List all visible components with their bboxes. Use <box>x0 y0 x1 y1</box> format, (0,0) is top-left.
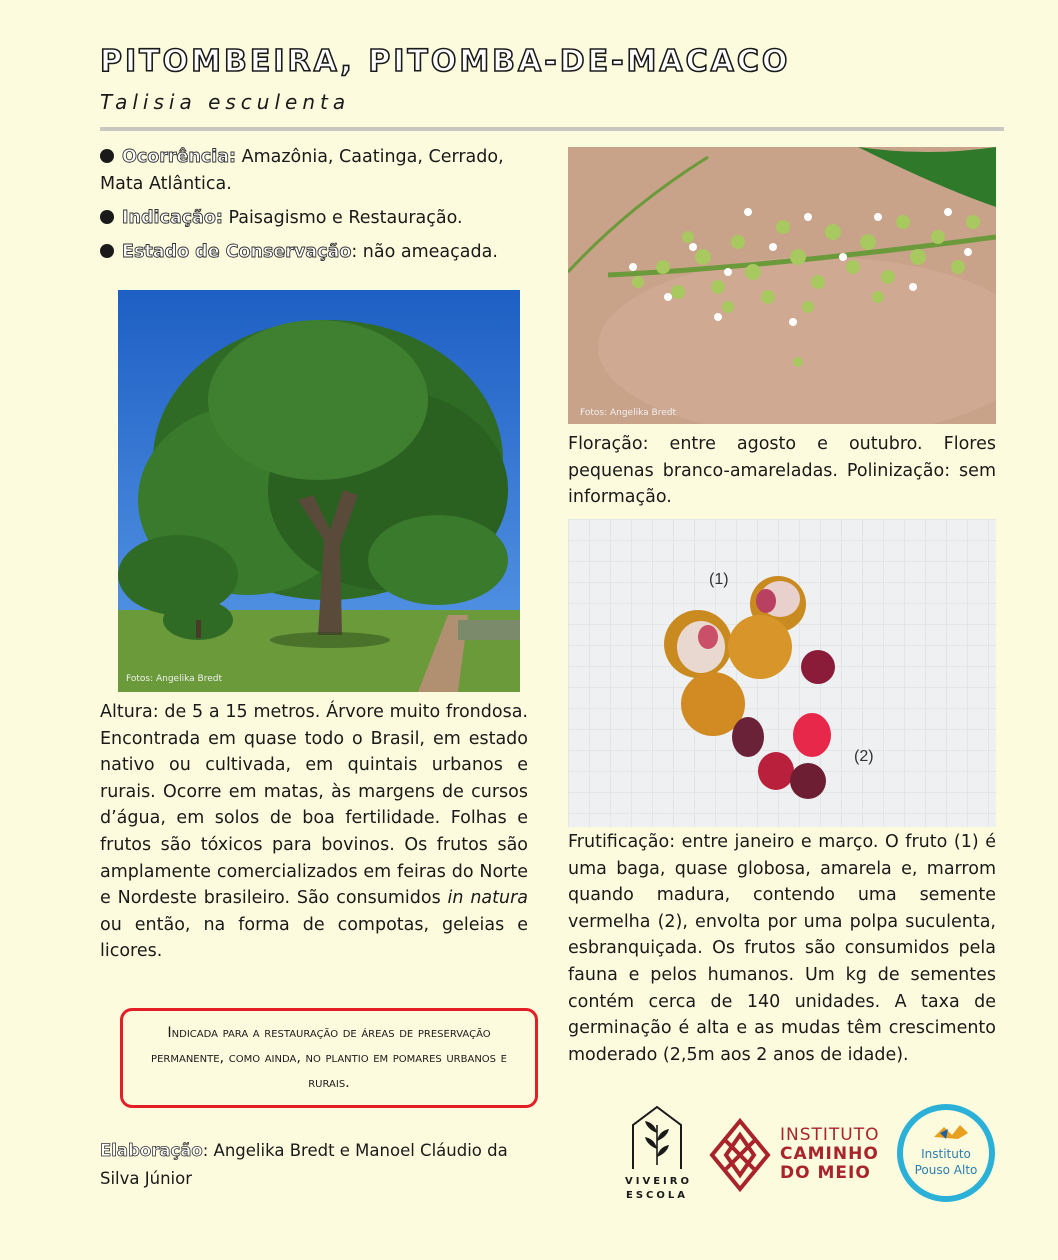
tree-description-text: Altura: de 5 a 15 metros. Árvore muito frondosa. Encontrada em quase todo o Brasil, em estado nativo ou cultivada, em quintais urbanos e rurais. Ocorre em matas, às margens de cursos d’água, em solos de boa fertilidade. Folhas e frutos são tóxicos para bovinos. Os frutos são amplamente comercializados em feiras do Norte e Nordeste brasileiro. São consumidos <box>100 702 528 909</box>
bullet-icon <box>100 244 114 258</box>
in-natura-text: in natura <box>447 888 529 909</box>
flowering-description: Floração: entre agosto e outubro. Flores pequenas branco-amareladas. Polinização: sem informação. <box>568 434 996 508</box>
fruit-photo <box>568 519 996 827</box>
caminho-do-meio-logo <box>708 1117 888 1197</box>
authors-value: : Angelika Bredt e Manoel Cláudio da Silva Júnior <box>100 1141 508 1188</box>
photo-credit: Fotos: Angelika Bredt <box>580 408 676 418</box>
restoration-callout <box>120 1008 538 1108</box>
fact-indication <box>100 205 530 232</box>
authors-credit <box>100 1137 520 1193</box>
fact-occurrence <box>100 144 530 198</box>
conservation-value: : não ameaçada. <box>351 242 498 262</box>
bullet-icon <box>100 149 114 163</box>
flower-photo <box>568 147 996 424</box>
pouso-alto-logo <box>896 1103 996 1203</box>
indication-value: Paisagismo e Restauração. <box>222 208 463 228</box>
pouso-instituto-text: Instituto <box>921 1147 971 1161</box>
escola-text: ESCOLA <box>626 1190 688 1201</box>
viveiro-text: VIVEIRO <box>625 1176 692 1187</box>
do-meio-text: DO MEIO <box>780 1163 871 1183</box>
instituto-text: INSTITUTO <box>780 1125 880 1145</box>
header-divider <box>100 127 1004 131</box>
fruit-label-1: (1) <box>709 571 729 588</box>
occurrence-label: Ocorrência: <box>122 147 237 167</box>
viveiro-escola-logo <box>625 1103 692 1203</box>
conservation-label: Estado de Conservação <box>122 242 352 262</box>
photo-credit: Fotos: Angelika Bredt <box>126 674 222 684</box>
tree-description <box>100 699 528 965</box>
authors-label: Elaboração <box>100 1141 203 1160</box>
indication-label: Indicação: <box>122 208 223 228</box>
fact-conservation <box>100 239 530 266</box>
pouso-alto-text: Pouso Alto <box>914 1163 978 1177</box>
bullet-icon <box>100 210 114 224</box>
facts-list <box>100 144 530 273</box>
occurrence-value: Amazônia, Caatinga, Cerrado, Mata Atlântica. <box>100 147 504 194</box>
seed-label-2: (2) <box>854 748 874 765</box>
tree-description-end: ou então, na forma de compotas, geleias e licores. <box>100 914 528 962</box>
callout-text: Indicada para a restauração de áreas de preservação permanente, como ainda, no plantio em pomares urbanos e rurais. <box>151 1024 507 1091</box>
page-title: PITOMBEIRA, PITOMBA-DE-MACACO <box>100 44 791 79</box>
tree-photo <box>118 290 520 692</box>
fruiting-description: Frutificação: entre janeiro e março. O fruto (1) é uma baga, quase globosa, amarela e, marrom quando madura, contendo uma semente vermelha (2), envolta por uma polpa suculenta, esbranquiçada. Os frutos são consumidos pela fauna e pelos humanos. Um kg de sementes contém cerca de 140 unidades. A taxa de germinação é alta e as mudas têm crescimento moderado (2,5m aos 2 anos de idade). <box>568 832 996 1065</box>
scientific-name: Talisia esculenta <box>100 90 351 114</box>
caminho-text: CAMINHO <box>780 1144 879 1164</box>
photo-credit: Fotos: Angelika Bredt <box>575 813 671 823</box>
